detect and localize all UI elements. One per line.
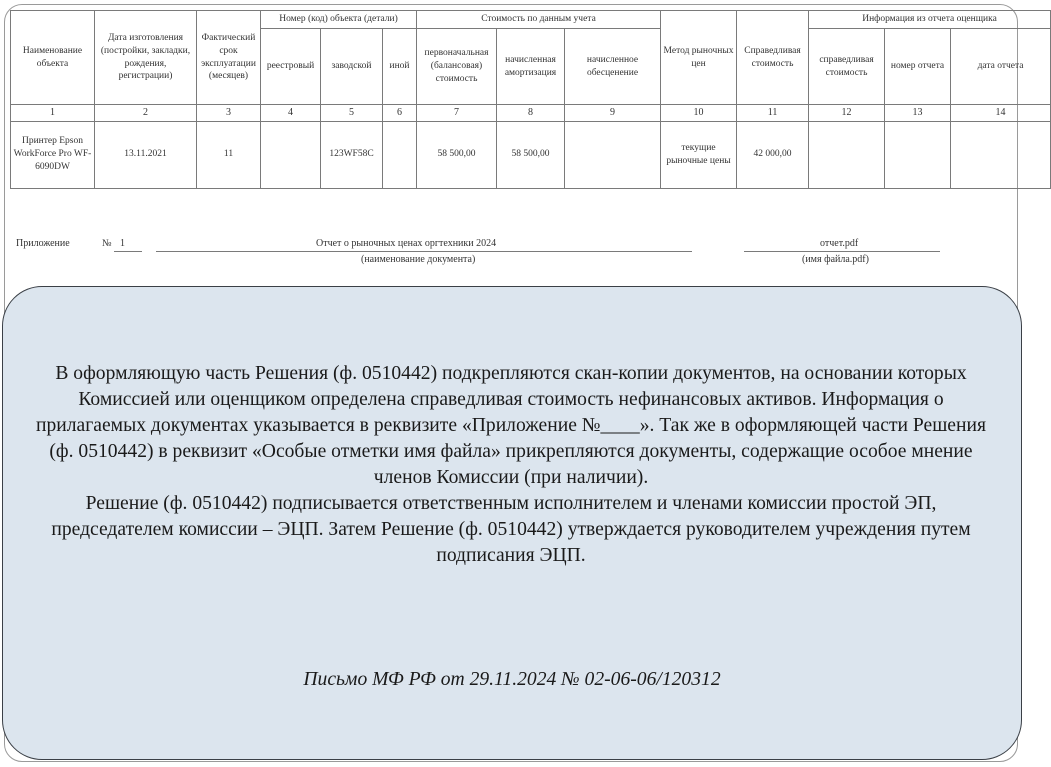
cell-report-number [885, 121, 951, 188]
header-factory-number: заводской [321, 29, 383, 105]
attachment-number: 1 [120, 238, 125, 249]
cell-date: 13.11.2021 [95, 121, 197, 188]
col-number: 12 [809, 105, 885, 122]
col-number: 1 [11, 105, 95, 122]
header-number-group: Номер (код) объекта (детали) [261, 11, 417, 29]
table-row [11, 121, 1051, 188]
header-report-number: номер отчета [885, 29, 951, 105]
valuation-table [10, 10, 1051, 189]
attachment-number-sign: № [102, 238, 112, 249]
col-number: 7 [417, 105, 497, 122]
cell-life: 11 [197, 121, 261, 188]
cell-impairment [565, 121, 661, 188]
col-number: 10 [661, 105, 737, 122]
header-fair-value: Справедливая стоимость [737, 11, 809, 105]
col-number: 14 [951, 105, 1051, 122]
header-appraiser-group: Информация из отчета оценщика [809, 11, 1051, 29]
cell-report-date [951, 121, 1051, 188]
col-number: 4 [261, 105, 321, 122]
attachment-doc-line [156, 251, 692, 252]
header-amortization: начисленная амортизация [497, 29, 565, 105]
cell-appraiser-fair-value [809, 121, 885, 188]
header-initial-cost: первоначальная (балансовая) стоимость [417, 29, 497, 105]
col-number: 13 [885, 105, 951, 122]
cell-amortization: 58 500,00 [497, 121, 565, 188]
cell-method: текущие рыночные цены [661, 121, 737, 188]
attachment-file-name: отчет.pdf [820, 238, 859, 249]
col-number: 3 [197, 105, 261, 122]
col-number: 2 [95, 105, 197, 122]
cell-initial-cost: 58 500,00 [417, 121, 497, 188]
col-number: 5 [321, 105, 383, 122]
col-number: 9 [565, 105, 661, 122]
header-life: Фактический срок эксплуатации (месяцев) [197, 11, 261, 105]
column-numbers-row [11, 105, 1051, 122]
attachment-doc-name: Отчет о рыночных ценах оргтехники 2024 [316, 238, 497, 249]
attachment-requisite [16, 238, 1016, 272]
header-report-date: дата отчета [951, 29, 1051, 105]
header-registry-number: реестровый [261, 29, 321, 105]
source-letter-reference: Письмо МФ РФ от 29.11.2024 № 02-06-06/120312 [303, 669, 721, 690]
header-impairment: начисленное обесценение [565, 29, 661, 105]
header-appraiser-fair-value: справедливая стоимость [809, 29, 885, 105]
header-name: Наименование объекта [11, 11, 95, 105]
header-cost-group: Стоимость по данным учета [417, 11, 661, 29]
explanation-text [31, 361, 991, 569]
cell-name: Принтер Epson WorkForce Pro WF-6090DW [11, 121, 95, 188]
col-number: 6 [383, 105, 417, 122]
header-method: Метод рыночных цен [661, 11, 737, 105]
attachment-label: Приложение [16, 238, 70, 249]
attachment-file-caption: (имя файла.pdf) [802, 254, 869, 265]
col-number: 11 [737, 105, 809, 122]
decision-form-scan [10, 10, 1024, 310]
cell-fair-value: 42 000,00 [737, 121, 809, 188]
header-date: Дата изготовления (постройки, закладки, рождения, регистрации) [95, 11, 197, 105]
attachment-number-line [114, 251, 142, 252]
attachment-doc-caption: (наименование документа) [361, 254, 476, 265]
attachment-file-line [744, 251, 940, 252]
explanation-paragraph-1: В оформляющую часть Решения (ф. 0510442) подкрепляются скан-копии документов, на основании которых Комиссией или оценщиком определена справедливая стоимость нефинансовых активов. Информация о прилагаемых документах указывается в реквизите «Приложение №____». Так же в оформляющей части Решения (ф. 0510442) в реквизит «Особые отметки имя файла» прикрепляются документы, содержащие особое мнение членов Комиссии (при наличии). [36, 363, 986, 488]
cell-other-number [383, 121, 417, 188]
col-number: 8 [497, 105, 565, 122]
explanation-callout [2, 286, 1022, 760]
header-other-number: иной [383, 29, 417, 105]
cell-registry-number [261, 121, 321, 188]
explanation-paragraph-2: Решение (ф. 0510442) подписывается ответственным исполнителем и членами комиссии простой ЭП, председателем комиссии – ЭЦП. Затем Решение (ф. 0510442) утверждается руководителем учреждения путем подписания ЭЦП. [51, 493, 971, 566]
cell-factory-number: 123WF58C [321, 121, 383, 188]
